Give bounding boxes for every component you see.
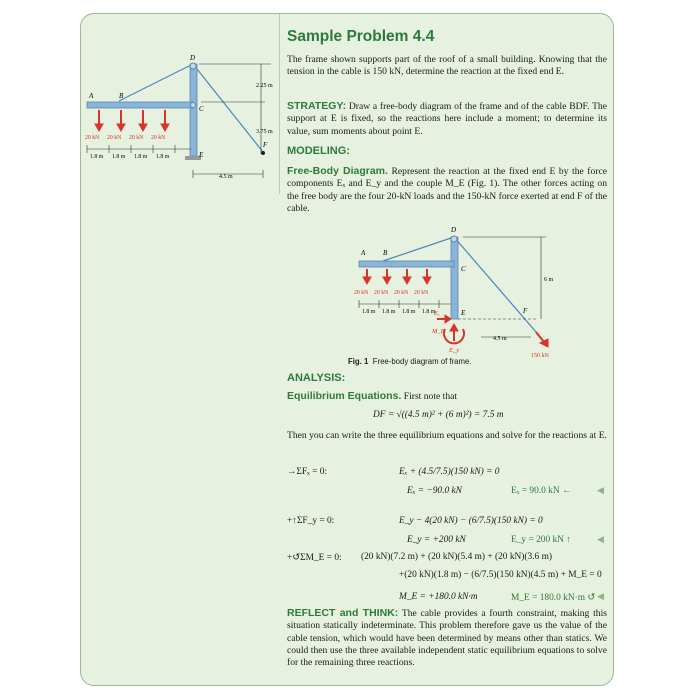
fbd-load-label: 20 kN (354, 290, 369, 296)
sum-me-result: M_E = +180.0 kN·m (399, 592, 478, 602)
fbd-heading: Free-Body Diagram. (287, 165, 388, 177)
then-paragraph: Then you can write the three equilibrium equations and solve for the reactions at E. (287, 430, 607, 441)
label-a: A (89, 92, 94, 100)
ex-label: Eₓ (434, 310, 440, 317)
load-label: 20 kN (151, 135, 166, 141)
cable-bd (119, 64, 193, 101)
fbd-load-label: 20 kN (374, 290, 389, 296)
fbd-spacing-label: 1.8 m (422, 309, 436, 315)
sum-fx-label: →ΣFₓ = 0: (287, 467, 328, 477)
load-label: 20 kN (85, 135, 100, 141)
answer-marker-icon: ◀ (597, 485, 604, 495)
pin-c (191, 103, 196, 108)
dimension-lines (87, 64, 271, 178)
point-f (261, 151, 265, 155)
figure-caption-text: Free-body diagram of frame. (372, 357, 472, 366)
fbd-load-arrows (363, 269, 431, 284)
fbd-text: Represent the reaction at the fixed end E by the force components Eₓ and E_y and the couple M_E (Fig. 1). The other forces acting on the free body are the four 20-kN loads and the 150-kN force exerted at end F of the cable. (287, 166, 608, 214)
load-label: 20 kN (107, 135, 122, 141)
fbd-spacing-label: 1.8 m (362, 309, 376, 315)
fbd-figure (341, 219, 561, 359)
fbd-label-e: E (461, 309, 466, 317)
sum-fx-answer: Eₓ = 90.0 kN ← (511, 486, 572, 496)
load-label: 20 kN (129, 135, 144, 141)
spacing-label: 1.8 m (90, 154, 104, 160)
sum-fx-result: Eₓ = −90.0 kN (407, 486, 462, 496)
fbd-load-label: 20 kN (394, 290, 409, 296)
strategy-paragraph (287, 100, 607, 138)
main-frame-figure (81, 54, 281, 194)
sum-fy-result: E_y = +200 kN (407, 535, 466, 545)
sum-me-equation-line2: +(20 kN)(1.8 m) − (6/7.5)(150 kN)(4.5 m) + M_E = 0 (399, 570, 602, 580)
figure-number: Fig. 1 (348, 357, 369, 366)
spacing-label: 1.8 m (156, 154, 170, 160)
sum-me-equation-line1: (20 kN)(7.2 m) + (20 kN)(5.4 m) + (20 kN)(3.6 m) (361, 552, 553, 562)
modeling-heading: MODELING: (287, 145, 350, 157)
problem-statement: The frame shown supports part of the roof of a small building. Knowing that the tension in the cable is 150 kN, determine the reaction at the fixed end E. (287, 54, 607, 78)
fbd-cable-df (454, 237, 536, 332)
analysis-heading: ANALYSIS: (287, 372, 346, 384)
fbd-cable-bd (383, 237, 454, 261)
sum-fy-equation: E_y − 4(20 kN) − (6/7.5)(150 kN) = 0 (399, 516, 543, 526)
label-f: F (263, 141, 268, 149)
fbd-column (451, 237, 458, 319)
sum-fx-equation: Eₓ + (4.5/7.5)(150 kN) = 0 (399, 467, 500, 477)
sum-fy-answer: E_y = 200 kN ↑ (511, 535, 571, 545)
strategy-heading: STRATEGY: (287, 100, 347, 112)
fbd-beam (359, 261, 454, 267)
sample-problem-panel (80, 13, 614, 686)
reflect-paragraph (287, 607, 607, 669)
fbd-spacing-label: 1.8 m (382, 309, 396, 315)
dim-mid-label: 3.75 m (256, 129, 273, 135)
fbd-label-b: B (383, 249, 388, 257)
width-label: 4.5 m (219, 174, 233, 180)
ey-label: E_y (449, 347, 460, 354)
label-e: E (199, 151, 204, 159)
sum-fy-label: +↑ΣF_y = 0: (287, 516, 335, 526)
fbd-paragraph (287, 165, 607, 215)
fbd-load-label: 20 kN (414, 290, 429, 296)
pin-d (190, 63, 196, 69)
equilibrium-paragraph (287, 390, 607, 403)
me-label: M_E (432, 328, 445, 335)
page-title: Sample Problem 4.4 (287, 28, 435, 45)
fbd-spacing-label: 1.8 m (402, 309, 416, 315)
dim-top-label: 2.25 m (256, 83, 273, 89)
equilibrium-heading: Equilibrium Equations. (287, 390, 402, 402)
sum-me-answer: M_E = 180.0 kN·m ↺ (511, 593, 596, 603)
spacing-label: 1.8 m (134, 154, 148, 160)
label-d: D (190, 54, 196, 62)
fbd-height-label: 6 m (544, 277, 554, 283)
reflect-text: The cable provides a fourth constraint, making this situation statically indeterminate. This problem therefore gave us the value of the cable tension, which would have been determined by means other than statics. We could then use the three available independent static equilibrium equations to solve for the remaining three reactions. (287, 608, 607, 669)
answer-marker-icon: ◀ (597, 591, 604, 601)
fbd-pin-d (451, 236, 457, 242)
fbd-label-f: F (523, 307, 528, 315)
answer-marker-icon: ◀ (597, 534, 604, 544)
fbd-label-d: D (451, 226, 457, 234)
column-cde (190, 64, 197, 156)
cable-force-label: 150 kN (531, 353, 549, 359)
beam-ac (87, 102, 193, 108)
reflect-heading: REFLECT and THINK: (287, 607, 399, 619)
df-equation: DF = √((4.5 m)² + (6 m)²) = 7.5 m (373, 410, 504, 420)
sum-me-label: +↺ΣM_E = 0: (287, 553, 342, 563)
fbd-width-label: 4.5 m (493, 336, 507, 342)
cable-force-arrow (536, 332, 548, 347)
ey-arrow (450, 324, 458, 341)
label-c: C (199, 105, 204, 113)
strategy-text: Draw a free-body diagram of the frame and of the cable BDF. The support at E is fixed, so the reactions here include a moment; to determine its value, sum moments about point E. (287, 101, 607, 137)
label-b: B (119, 92, 124, 100)
spacing-label: 1.8 m (112, 154, 126, 160)
equilibrium-text: First note that (403, 391, 458, 402)
fbd-label-a: A (361, 249, 366, 257)
figure-caption (348, 357, 472, 366)
load-arrows (95, 110, 169, 131)
fbd-label-c: C (461, 265, 466, 273)
